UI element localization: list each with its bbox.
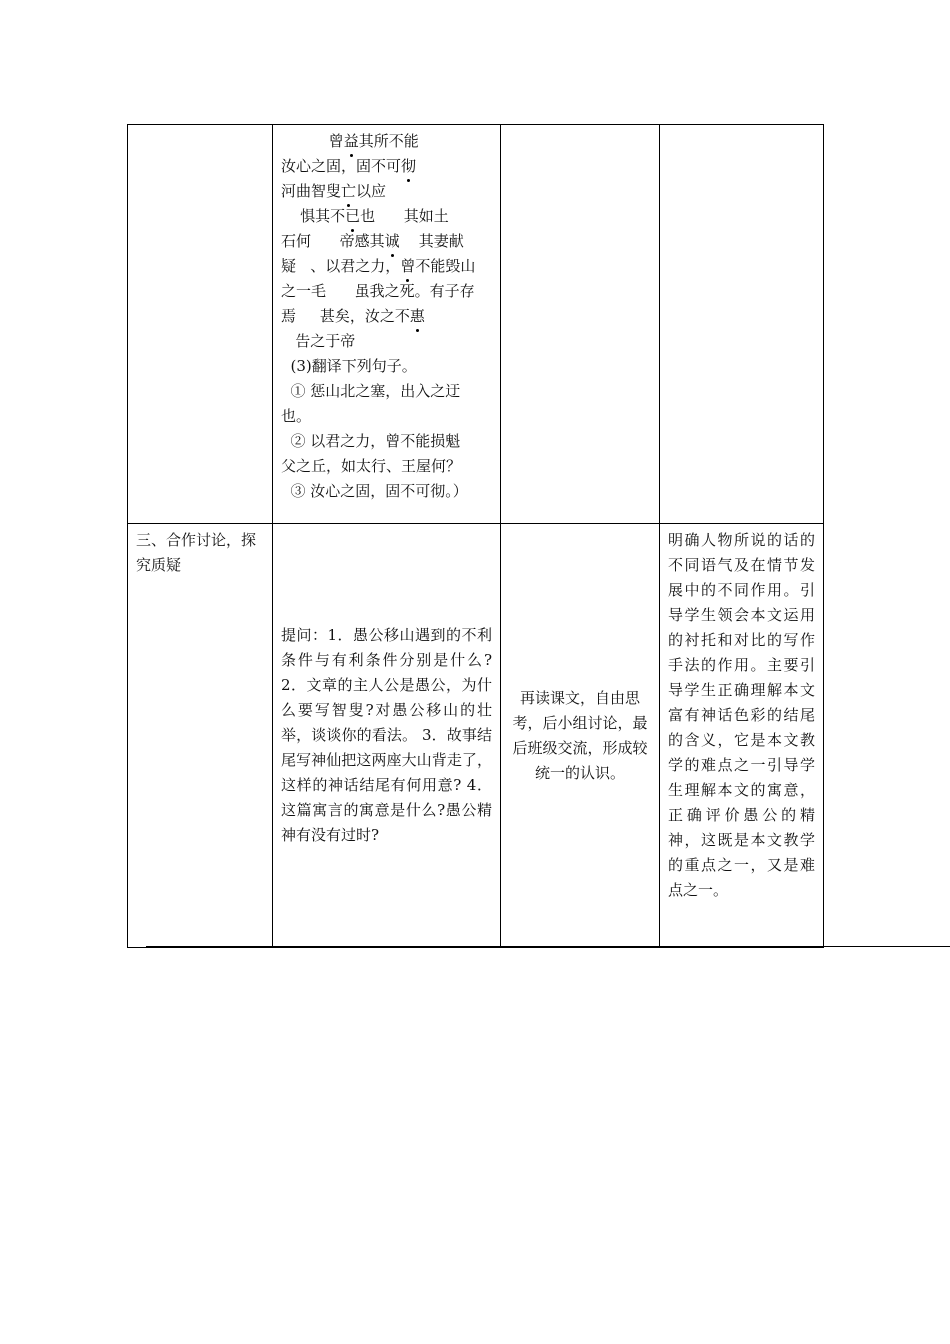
- design-intent-cell: [660, 125, 824, 524]
- line-text: 也。: [281, 407, 312, 425]
- text-line: [281, 279, 492, 304]
- line-text: 其妻献: [399, 232, 464, 250]
- emphasized-char: 诚: [385, 229, 400, 254]
- text-line: [281, 404, 492, 429]
- design-intent-text: 明确人物所说的话的不同语气及在情节发展中的不同作用。引导学生领会本文运用的衬托和对比的写作手法的作用。主要引导学生正确理解本文富有神话色彩的结尾的含义，它是本文教学的难点之一引导学生理解本文的寓意，正确评价愚公的精神，这既是本文教学的重点之一，又是难点之一。: [668, 531, 815, 899]
- stage-cell: [128, 125, 273, 524]
- teacher-activity-cell: [273, 524, 501, 948]
- text-line: [281, 354, 492, 379]
- emphasized-char: 彻: [401, 154, 416, 179]
- text-line: [281, 304, 492, 329]
- text-line: [281, 129, 492, 154]
- design-intent-cell: [660, 524, 824, 948]
- emphasized-char: 亡: [341, 179, 356, 204]
- emphasized-char: 曾: [400, 254, 415, 279]
- table-row: [128, 125, 824, 524]
- line-text: 不能毁山: [415, 257, 476, 275]
- line-text: 焉 甚矣，汝之不: [281, 307, 410, 325]
- line-text: 其所不能: [358, 132, 419, 150]
- text-line: [281, 204, 492, 229]
- text-line: [281, 229, 492, 254]
- line-text: ① 惩山北之塞，出入之迂: [281, 382, 461, 400]
- emphasized-char: 已: [345, 204, 360, 229]
- line-text: 之一毛 虽我之死。有子存: [281, 282, 475, 300]
- text-line: [281, 179, 492, 204]
- line-text: 也 其如土: [360, 207, 449, 225]
- student-activity-cell: [501, 125, 660, 524]
- text-line: [281, 454, 492, 479]
- emphasized-char: 益: [344, 129, 359, 154]
- bottom-rule: [146, 946, 950, 947]
- question-text: 提问：1．愚公移山遇到的不利条件与有利条件分别是什么? 2．文章的主人公是愚公，为什么要写智叟?对愚公移山的壮举，谈谈你的看法。 3．故事结尾写神仙把这两座大山背走了，这样的神话结尾有何用意? 4．这篇寓言的寓意是什么?愚公精神有没有过时?: [281, 626, 492, 844]
- teacher-activity-cell: [273, 125, 501, 524]
- text-line: [281, 154, 492, 179]
- line-text: 曾: [281, 132, 344, 150]
- text-line: [281, 254, 492, 279]
- line-text: ② 以君之力，曾不能损魁: [281, 432, 461, 450]
- text-line: [281, 429, 492, 454]
- text-line: [281, 329, 492, 354]
- text-line: [281, 379, 492, 404]
- line-text: 惧其不: [281, 207, 346, 225]
- line-text: 河曲智叟: [281, 182, 342, 200]
- lesson-plan-table: [127, 124, 824, 948]
- stage-label: 三、合作讨论，探究质疑: [136, 531, 257, 574]
- student-activity-text: 再读课文，自由思考，后小组讨论，最后班级交流，形成较统一的认识。: [512, 688, 648, 782]
- stage-cell: [128, 524, 273, 948]
- line-text: 父之丘，如太行、王屋何？: [281, 457, 462, 475]
- line-text: (3)翻译下列句子。: [281, 357, 417, 375]
- line-text: 疑 、以君之力，: [281, 257, 401, 275]
- line-text: 汝心之固，固不可: [281, 157, 402, 175]
- student-activity-cell: [501, 524, 660, 948]
- table-row: [128, 524, 824, 948]
- emphasized-char: 惠: [410, 304, 425, 329]
- text-line: [281, 479, 492, 504]
- line-text: 告之于帝: [281, 332, 356, 350]
- line-text: 石何 帝感其: [281, 232, 385, 250]
- line-text: 以应: [356, 182, 387, 200]
- line-text: ③ 汝心之固，固不可彻。）: [281, 482, 468, 500]
